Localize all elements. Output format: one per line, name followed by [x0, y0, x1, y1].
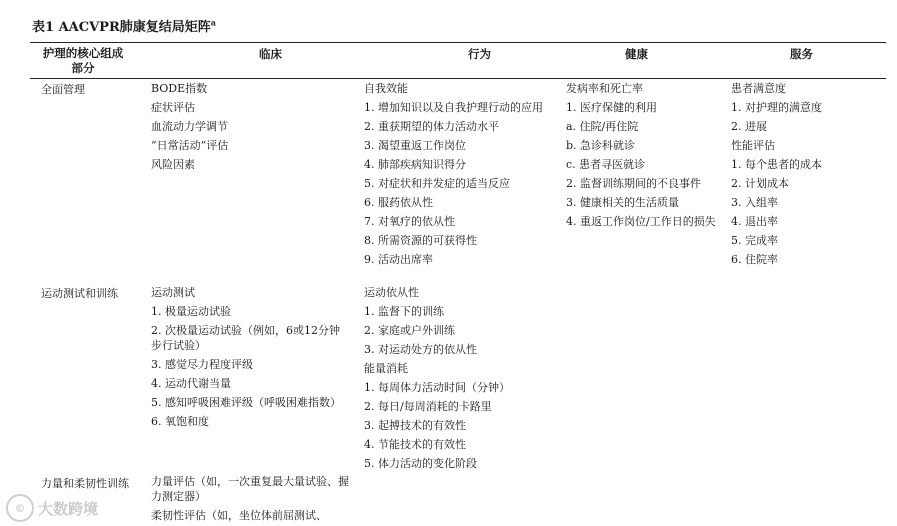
- list-item: 1. 每个患者的成本: [731, 158, 822, 171]
- list-item: 5. 完成率: [731, 234, 778, 247]
- list-item: 4. 重返工作岗位/工作日的损失: [566, 215, 716, 228]
- header-service: 服务: [790, 47, 813, 61]
- list-item: 3. 感觉尽力程度评级: [151, 358, 253, 371]
- list-item: 8. 所需资源的可获得性: [364, 234, 477, 247]
- list-item: 运动测试: [151, 286, 195, 299]
- list-item: 2. 计划成本: [731, 177, 789, 190]
- list-item: 1. 医疗保健的利用: [566, 101, 657, 114]
- row-label-exercise: 运动测试和训练: [41, 287, 118, 300]
- list-item: 柔韧性评估（如，坐位体前屈测试、: [151, 509, 327, 522]
- list-item: 5. 体力活动的变化阶段: [364, 457, 477, 470]
- list-item: 7. 对氧疗的依从性: [364, 215, 455, 228]
- list-item: 9. 活动出席率: [364, 253, 433, 266]
- list-item: 3. 渴望重返工作岗位: [364, 139, 466, 152]
- r2-behavior: [364, 283, 554, 473]
- list-item: 症状评估: [151, 101, 195, 114]
- list-item: 2. 监督训练期间的不良事件: [566, 177, 701, 190]
- header-clinical: 临床: [259, 47, 282, 61]
- list-item: 1. 每周体力活动时间（分钟）: [364, 381, 510, 394]
- row-label-comprehensive: 全面管理: [41, 83, 85, 96]
- list-item: 6. 服药依从性: [364, 196, 433, 209]
- watermark-text: 大数跨境: [38, 499, 99, 518]
- list-item: 2. 次极量运动试验（例如，6或12分钟步行试验）: [151, 324, 340, 352]
- list-item: b. 急诊科就诊: [566, 139, 636, 152]
- list-item: 3. 入组率: [731, 196, 778, 209]
- r1-health: [566, 79, 716, 231]
- list-item: 4. 肺部疾病知识得分: [364, 158, 466, 171]
- header-behavior: 行为: [468, 47, 491, 61]
- list-item: 1. 监督下的训练: [364, 305, 444, 318]
- r1-clinical: [151, 79, 351, 174]
- list-item: 自我效能: [364, 82, 408, 95]
- list-item: 1. 对护理的满意度: [731, 101, 822, 114]
- list-item: c. 患者寻医就诊: [566, 158, 646, 171]
- list-item: 4. 节能技术的有效性: [364, 438, 466, 451]
- top-rule: [30, 42, 886, 43]
- list-item: 2. 进展: [731, 120, 767, 133]
- watermark-logo-icon: ©: [6, 494, 34, 522]
- list-item: 发病率和死亡率: [566, 82, 643, 95]
- list-item: 患者满意度: [731, 82, 786, 95]
- r2-clinical: [151, 283, 349, 431]
- list-item: 性能评估: [731, 139, 775, 152]
- list-item: 运动依从性: [364, 286, 419, 299]
- row-label-strength: 力量和柔韧性训练: [41, 477, 129, 490]
- r1-service: [731, 79, 881, 269]
- list-item: 风险因素: [151, 158, 195, 171]
- list-item: 4. 运动代谢当量: [151, 377, 231, 390]
- list-item: 能量消耗: [364, 362, 408, 375]
- list-item: “日常活动”评估: [151, 139, 229, 152]
- header-component: 护理的核心组成部分: [42, 46, 124, 75]
- r1-behavior: [364, 79, 544, 269]
- list-item: BODE指数: [151, 82, 208, 95]
- list-item: 3. 健康相关的生活质量: [566, 196, 679, 209]
- list-item: 1. 增加知识以及自我护理行动的应用: [364, 101, 543, 114]
- list-item: 1. 极量运动试验: [151, 305, 231, 318]
- list-item: 6. 氧饱和度: [151, 415, 209, 428]
- list-item: 血流动力学调节: [151, 120, 228, 133]
- list-item: 2. 家庭或户外训练: [364, 324, 455, 337]
- list-item: 5. 感知呼吸困难评级（呼吸困难指数）: [151, 396, 341, 409]
- list-item: 3. 对运动处方的依从性: [364, 343, 477, 356]
- list-item: 3. 起搏技术的有效性: [364, 419, 466, 432]
- header-health: 健康: [625, 47, 648, 61]
- table-title: 表1 AACVPR肺康复结局矩阵$^a$: [32, 17, 216, 35]
- list-item: 5. 对症状和并发症的适当反应: [364, 177, 510, 190]
- r3-clinical: [151, 472, 349, 525]
- list-item: 4. 退出率: [731, 215, 778, 228]
- list-item: 2. 重获期望的体力活动水平: [364, 120, 499, 133]
- list-item: 6. 住院率: [731, 253, 778, 266]
- list-item: a. 住院/再住院: [566, 120, 639, 133]
- watermark: [6, 494, 98, 522]
- list-item: 力量评估（如，一次重复最大量试验、握力测定器）: [151, 475, 349, 503]
- list-item: 2. 每日/每周消耗的卡路里: [364, 400, 492, 413]
